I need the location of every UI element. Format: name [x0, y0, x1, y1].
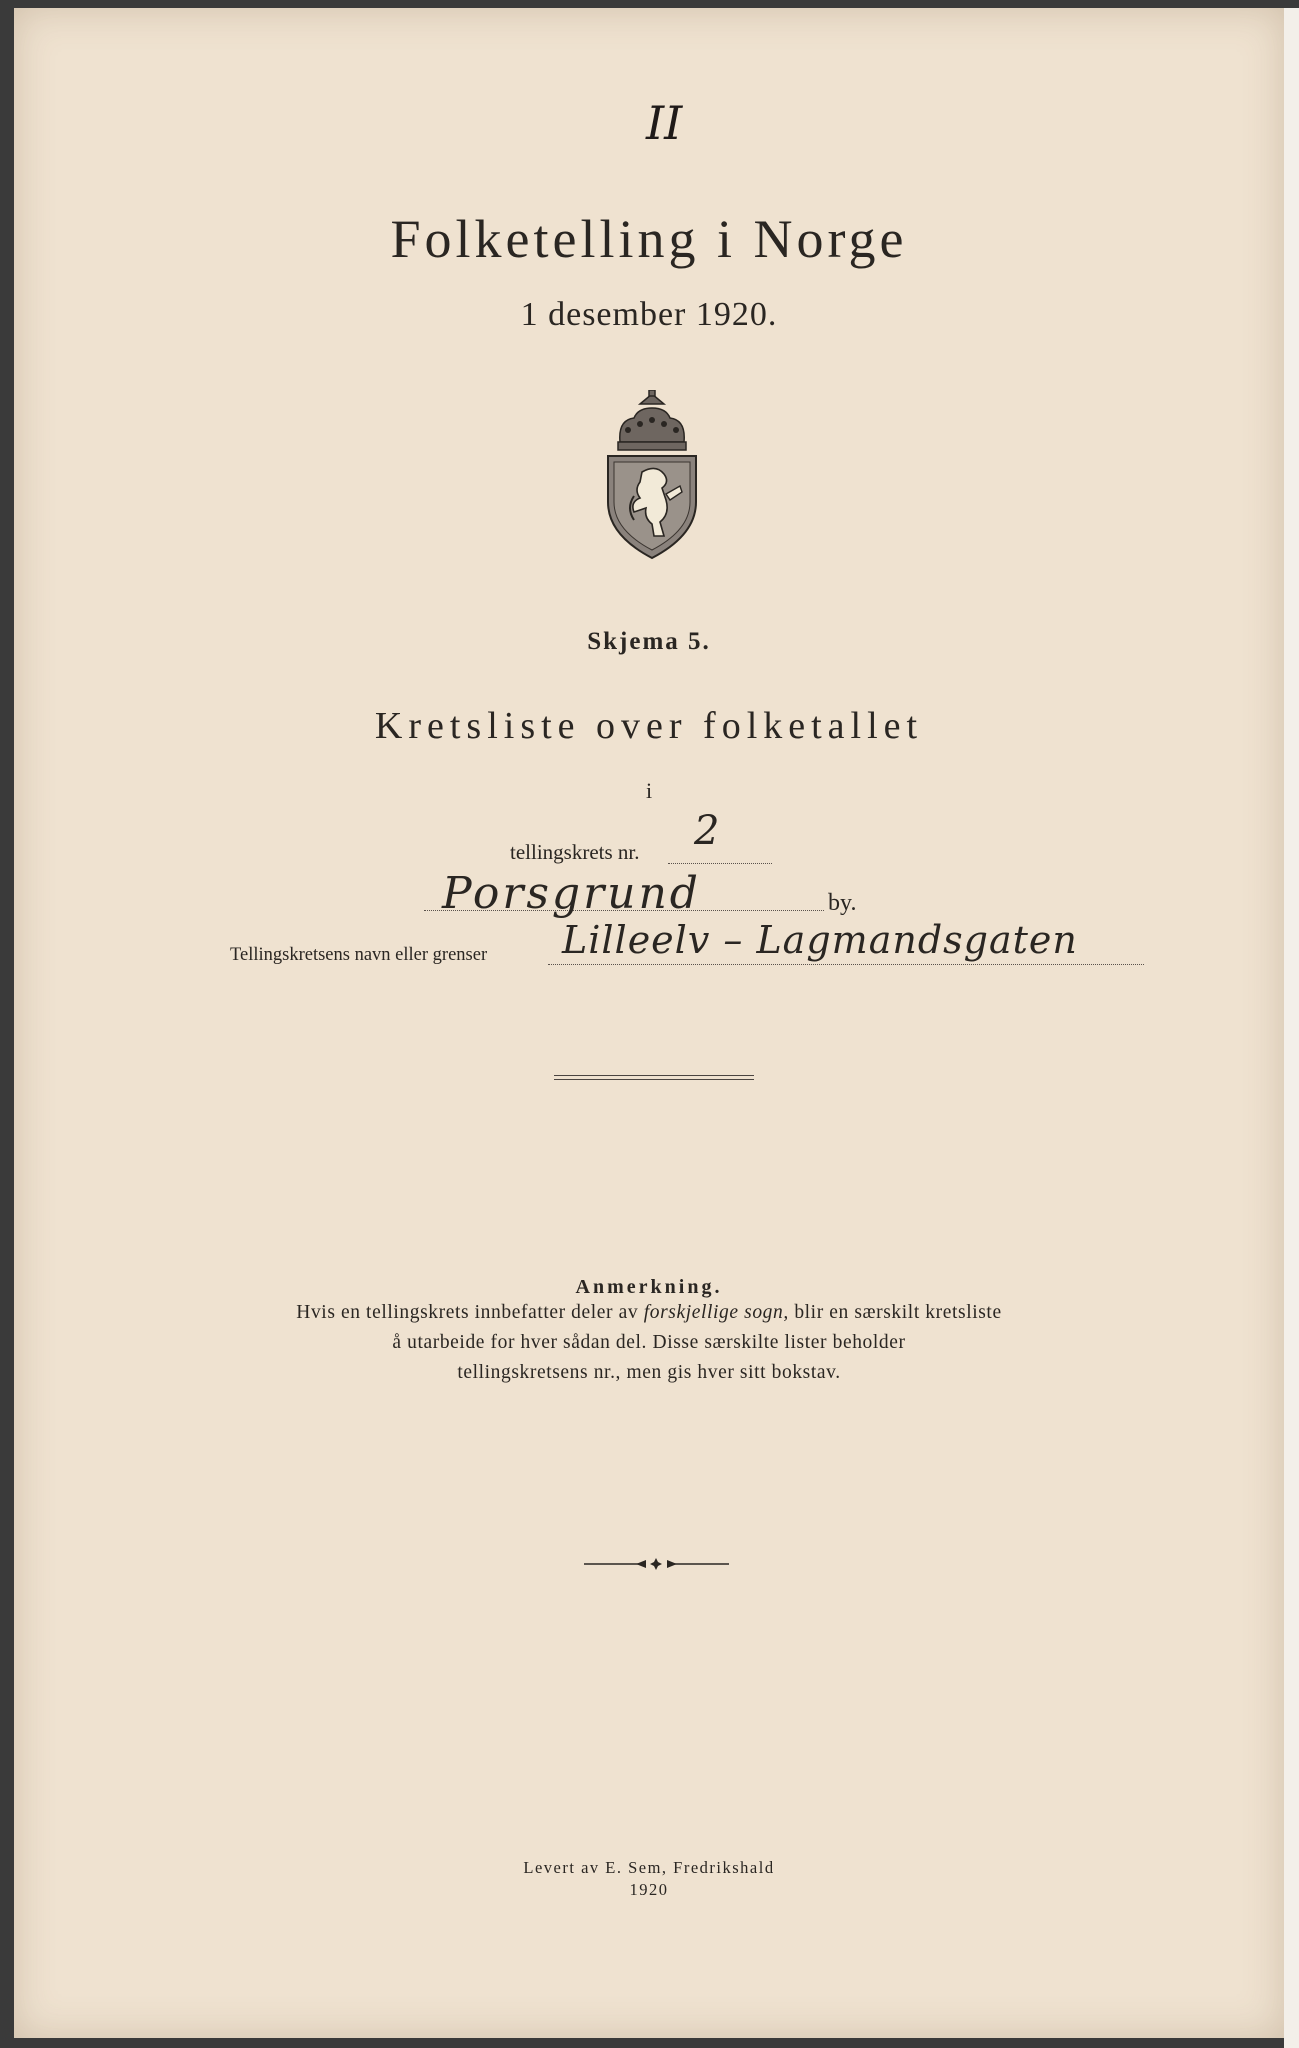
bounds-label: Tellingskretsens navn eller grenser: [230, 945, 488, 965]
district-dotted-line: [668, 863, 772, 864]
note-line-1-text-b: blir en særskilt kretsliste: [788, 1302, 1002, 1323]
ornament-divider-icon: [584, 1556, 729, 1572]
double-rule-divider: [554, 1075, 754, 1080]
page-edge: [1284, 8, 1299, 2048]
bounds-handwritten: Lilleelv – Lagmandsgaten: [562, 918, 1078, 962]
note-line-1: [14, 1302, 1284, 1324]
note-line-2: å utarbeide for hver sådan del. Disse særskilte lister beholder: [392, 1332, 906, 1353]
handwritten-roman-mark: II: [646, 96, 683, 150]
document-page: [14, 8, 1284, 2038]
printer-credit: Levert av E. Sem, Fredrikshald: [523, 1858, 775, 1877]
district-number-handwritten: 2: [694, 808, 720, 854]
note-line-3: tellingskretsens nr., men gis hver sitt bokstav.: [457, 1362, 841, 1383]
schema-number: Skjema 5.: [587, 628, 711, 655]
document-title: Folketelling i Norge: [390, 209, 908, 269]
form-heading: Kretsliste over folketallet: [374, 705, 924, 747]
note-line-1-text-a: Hvis en tellingskrets innbefatter deler av: [296, 1302, 644, 1323]
town-name-handwritten: Porsgrund: [442, 868, 701, 919]
note-title: Anmerkning.: [575, 1276, 723, 1298]
census-date: 1 desember 1920.: [520, 296, 778, 333]
bounds-dotted-line: [548, 964, 1144, 965]
preposition: i: [645, 778, 653, 803]
district-label: tellingskrets nr.: [510, 840, 640, 864]
printer-year: 1920: [629, 1880, 669, 1899]
town-suffix: by.: [828, 890, 857, 916]
note-line-1-italic: forskjellige sogn,: [643, 1302, 789, 1323]
norwegian-coat-of-arms-icon: [604, 390, 700, 560]
